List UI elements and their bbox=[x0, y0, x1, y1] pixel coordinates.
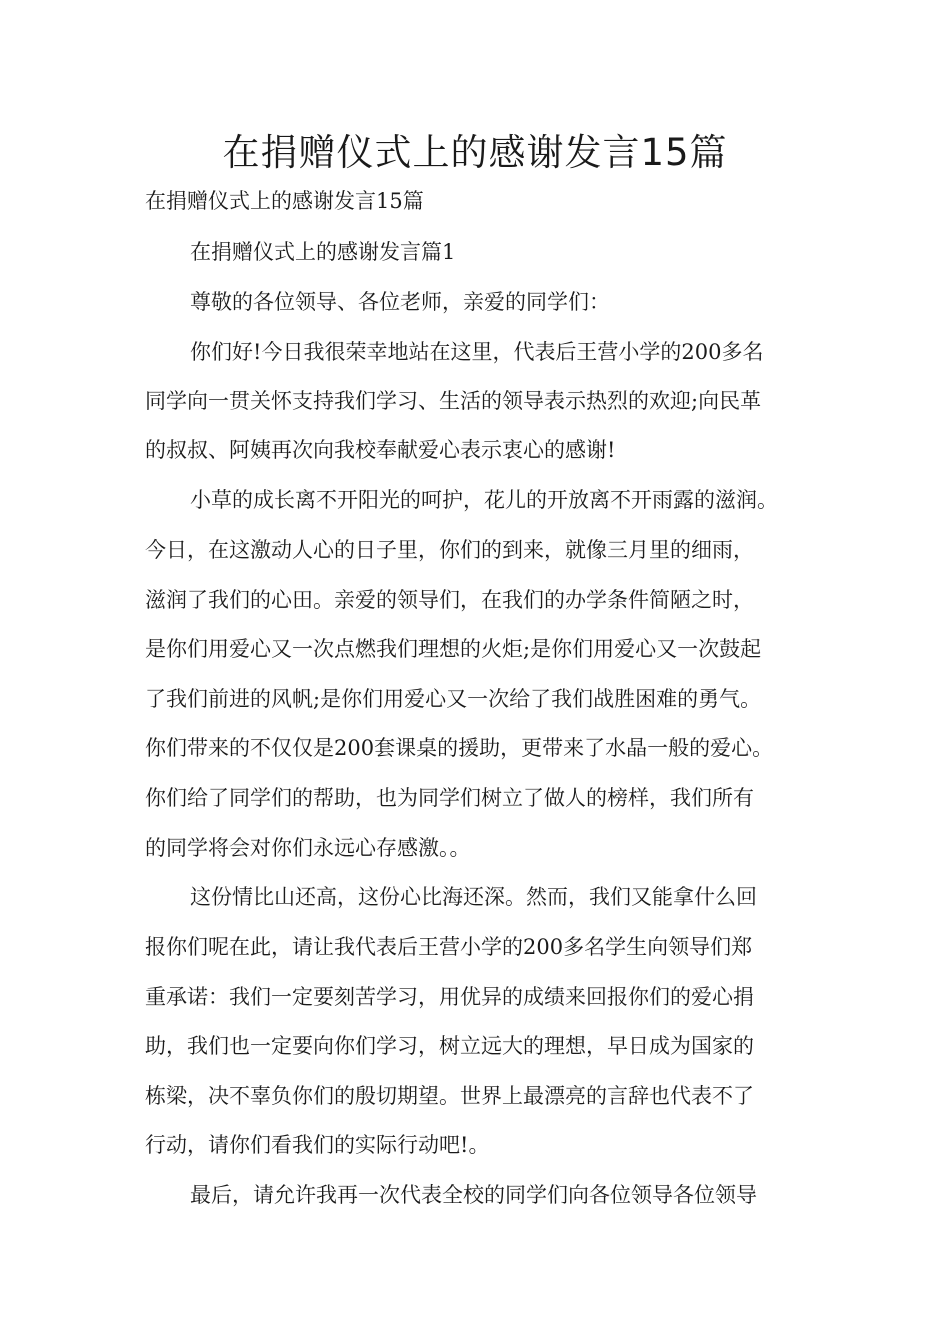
salutation: 尊敬的各位领导、各位老师，亲爱的同学们： bbox=[190, 290, 610, 314]
paragraph-line: 你们带来的不仅仅是200套课桌的援助，更带来了水晶一般的爱心。 bbox=[145, 736, 774, 760]
paragraph-line: 助，我们也一定要向你们学习，树立远大的理想，早日成为国家的 bbox=[145, 1034, 754, 1058]
paragraph-line: 是你们用爱心又一次点燃我们理想的火炬;是你们用爱心又一次鼓起 bbox=[145, 637, 762, 661]
paragraph-line: 重承诺：我们一定要刻苦学习，用优异的成绩来回报你们的爱心捐 bbox=[145, 985, 754, 1009]
paragraph-line: 这份情比山还高，这份心比海还深。然而，我们又能拿什么回 bbox=[190, 885, 757, 909]
paragraph-line: 最后，请允许我再一次代表全校的同学们向各位领导各位领导 bbox=[190, 1183, 757, 1207]
paragraph-line: 了我们前进的风帆;是你们用爱心又一次给了我们战胜困难的勇气。 bbox=[145, 687, 762, 711]
paragraph-line: 滋润了我们的心田。亲爱的领导们，在我们的办学条件简陋之时， bbox=[145, 588, 754, 612]
document-subtitle: 在捐赠仪式上的感谢发言15篇 bbox=[145, 189, 424, 213]
section-heading: 在捐赠仪式上的感谢发言篇1 bbox=[190, 240, 456, 264]
paragraph-line: 小草的成长离不开阳光的呵护，花儿的开放离不开雨露的滋润。 bbox=[190, 488, 778, 512]
paragraph-line: 的同学将会对你们永远心存感激。。 bbox=[145, 836, 471, 860]
paragraph-line: 报你们呢在此，请让我代表后王营小学的200多名学生向领导们郑 bbox=[145, 935, 753, 959]
paragraph-line: 你们好!今日我很荣幸地站在这里，代表后王营小学的200多名 bbox=[190, 340, 764, 364]
paragraph-line: 栋梁，决不辜负你们的殷切期望。世界上最漂亮的言辞也代表不了 bbox=[145, 1084, 754, 1108]
paragraph-line: 的叔叔、阿姨再次向我校奉献爱心表示衷心的感谢! bbox=[145, 438, 616, 462]
document-title: 在捐赠仪式上的感谢发言15篇 bbox=[222, 131, 728, 174]
paragraph-line: 你们给了同学们的帮助，也为同学们树立了做人的榜样，我们所有 bbox=[145, 786, 754, 810]
paragraph-line: 同学向一贯关怀支持我们学习、生活的领导表示热烈的欢迎;向民革 bbox=[145, 389, 762, 413]
paragraph-line: 今日，在这激动人心的日子里，你们的到来，就像三月里的细雨， bbox=[145, 538, 754, 562]
paragraph-line: 行动，请你们看我们的实际行动吧!。 bbox=[145, 1133, 490, 1157]
